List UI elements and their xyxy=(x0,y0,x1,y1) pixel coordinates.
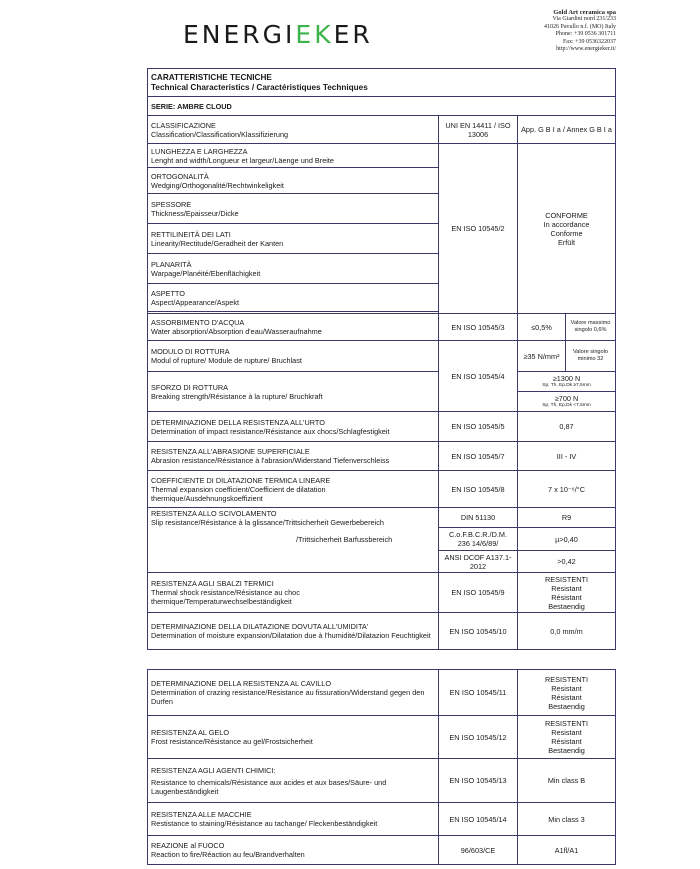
logo-part-2: EK xyxy=(295,20,334,49)
reference-cell: Valore singolo minimo 32 xyxy=(566,341,616,372)
table-row: DETERMINAZIONE DELLA RESISTENZA ALL'URTO Determination of impact resistance/Résistance aux chocs/Schlagfestigkeit EN ISO 10545/5 0,87 xyxy=(148,412,616,442)
norm-cell: EN ISO 10545/13 xyxy=(439,759,518,803)
table-row: RESISTENZA ALLO SCIVOLAMENTO Slip resistance/Résistance à la glissance/Trittsicherheit Gewerbebereich /Trittsicherheit Barfussbereich DIN 51130 R9 xyxy=(148,508,616,528)
norm-cell: DIN 51130 xyxy=(439,508,518,528)
company-web-link[interactable]: http://www.energieker.it/ xyxy=(556,46,616,53)
norm-cell: EN ISO 10545/4 xyxy=(439,341,518,412)
norm-cell: EN ISO 10545/12 xyxy=(439,716,518,759)
table-row: RESISTENZA AGLI AGENTI CHIMICI: Resistance to chemicals/Résistance aux acides et aux bases/Säure- und Laugenbeständigkeit EN ISO 10545/13 Min class B xyxy=(148,759,616,803)
table-row: COEFFICIENTE DI DILATAZIONE TERMICA LINEARE Thermal expansion coefficient/Coefficient de dilatation thermique/Ausdehnungskoeffizient EN ISO 10545/8 7 x 10⁻⁶/°C xyxy=(148,471,616,508)
norm-cell: EN ISO 10545/7 xyxy=(439,442,518,471)
value-cell: RESISTENTI Resistant Résistant Bestaendig xyxy=(518,716,616,759)
company-name: Gold Art ceramica spa xyxy=(553,9,616,16)
table-row: RESISTENZA ALL'ABRASIONE SUPERFICIALE Abrasion resistance/Résistance à l'abrasion/Widerstand Tiefenverschleiss EN ISO 10545/7 III - IV xyxy=(148,442,616,471)
table-row: ORTOGONALITÀ Wedging/Orthogonalité/Rechtwinkeligkeit xyxy=(148,168,616,194)
value-cell: ≤0,5% xyxy=(518,314,566,341)
norm-cell: EN ISO 10545/9 xyxy=(439,573,518,613)
value-cell: ≥1300 N Sp, Th, Ep,Dk ≥7,5mm xyxy=(518,372,616,392)
table-row: SPESSORE Thickness/Epaisseur/Dicke xyxy=(148,194,616,224)
table-row: RESISTENZA ALLE MACCHIE Restistance to staining/Résistance au tachange/ Fleckenbeständigkeit EN ISO 10545/14 Min class 3 xyxy=(148,803,616,836)
value-cell: µ>0,40 xyxy=(518,528,616,551)
value-cell: ≥35 N/mm² xyxy=(518,341,566,372)
value-cell: Min class B xyxy=(518,759,616,803)
technical-characteristics-table xyxy=(147,68,616,650)
table-row: DETERMINAZIONE DELLA RESISTENZA AL CAVILLO Determination of crazing resistance/Resistance au fissuration/Widerstand gegen den Durfen EN ISO 10545/11 RESISTENTI Resistant Résistant Bestaendig xyxy=(148,670,616,716)
value-cell: III - IV xyxy=(518,442,616,471)
serie-label: SERIE: AMBRE CLOUD xyxy=(148,97,616,116)
table-row: REAZIONE al FUOCO Reaction to fire/Réaction au feu/Brandverhalten 96/603/CE A1fl/A1 xyxy=(148,836,616,865)
additional-characteristics-table xyxy=(147,669,616,865)
norm-cell: C.o.F.B.C.R./D.M. 236 14/6/89/ xyxy=(439,528,518,551)
value-cell: ≥700 N Sp, Th, Ep,Dk <7,5mm xyxy=(518,392,616,412)
table-row: CLASSIFICAZIONE Classification/Classification/Klassifizierung UNI EN 14411 / ISO 13006 App. G B I a / Annex G B I a xyxy=(148,116,616,144)
table-title xyxy=(148,69,616,97)
table-row: RESISTENZA AGLI SBALZI TERMICI Thermal shock resistance/Résistance au choc thermique/Temperaturwechselbeständigkeit EN ISO 10545/9 RESISTENTI Resistant Résistant Bestaendig xyxy=(148,573,616,613)
table-row: SFORZO DI ROTTURA Breaking strength/Résistance à la rupture/ Bruchkraft ≥1300 N Sp, Th, Ep,Dk ≥7,5mm xyxy=(148,372,616,392)
reference-cell: Valore massimo singolo 0,6% xyxy=(566,314,616,341)
table-row: DETERMINAZIONE DELLA DILATAZIONE DOVUTA ALL'UMIDITA' Determination of moisture expansion/Dilatation due à l'humidité/Dilatazion Feuchtigkeit EN ISO 10545/10 0,0 mm/m xyxy=(148,613,616,650)
table-row: RETTILINEITÀ DEI LATI Linearity/Rectitude/Geradheit der Kanten xyxy=(148,224,616,254)
norm-cell: UNI EN 14411 / ISO 13006 xyxy=(439,116,518,144)
value-cell: 0,0 mm/m xyxy=(518,613,616,650)
norm-cell: EN ISO 10545/11 xyxy=(439,670,518,716)
norm-cell: EN ISO 10545/8 xyxy=(439,471,518,508)
energieker-logo xyxy=(183,20,373,49)
value-cell: RESISTENTI Resistant Résistant Bestaendig xyxy=(518,573,616,613)
norm-cell: EN ISO 10545/2 xyxy=(439,144,518,314)
norm-cell: EN ISO 10545/10 xyxy=(439,613,518,650)
value-cell: CONFORME In accordance Conforme Erfült xyxy=(518,144,616,314)
norm-cell: EN ISO 10545/14 xyxy=(439,803,518,836)
table-row: ASSORBIMENTO D'ACQUA Water absorption/Absorption d'eau/Wasseraufnahme EN ISO 10545/3 ≤0,5% Valore massimo singolo 0,6% xyxy=(148,314,616,341)
value-cell: App. G B I a / Annex G B I a xyxy=(518,116,616,144)
table-row: LUNGHEZZA E LARGHEZZA Lenght and width/Longueur et largeur/Läenge und Breite EN ISO 10545/2 CONFORME In accordance Conforme Erfült xyxy=(148,144,616,168)
norm-cell: ANSI DCOF A137.1-2012 xyxy=(439,551,518,573)
logo-part-1: ENERGI xyxy=(183,20,296,49)
company-fax: Fax: +39 0536322037 xyxy=(562,38,616,45)
company-address-1: Via Giardini nord 231/233 xyxy=(552,16,616,23)
company-info xyxy=(544,9,616,53)
table-row: PLANARITÀ Warpage/Planéité/Ebenflächigkeit xyxy=(148,254,616,284)
value-cell: A1fl/A1 xyxy=(518,836,616,865)
norm-cell: EN ISO 10545/3 xyxy=(439,314,518,341)
value-cell: >0,42 xyxy=(518,551,616,573)
company-address-2: 41026 Pavullo n.f. (MO) Italy xyxy=(544,23,616,30)
title-line-1: CARATTERISTICHE TECNICHE xyxy=(151,72,272,82)
logo-part-3: ER xyxy=(333,20,373,49)
norm-cell: 96/603/CE xyxy=(439,836,518,865)
table-row: RESISTENZA AL GELO Frost resistance/Résistance au gel/Frostsicherheit EN ISO 10545/12 RESISTENTI Resistant Résistant Bestaendig xyxy=(148,716,616,759)
value-cell: RESISTENTI Resistant Résistant Bestaendig xyxy=(518,670,616,716)
title-line-2: Technical Characteristics / Caractéristiques Techniques xyxy=(151,82,368,92)
table-row: ASPETTO Aspect/Appearance/Aspekt xyxy=(148,284,616,312)
value-cell: Min class 3 xyxy=(518,803,616,836)
value-cell: 7 x 10⁻⁶/°C xyxy=(518,471,616,508)
table-row: MODULO DI ROTTURA Modul of rupture/ Module de rupture/ Bruchlast EN ISO 10545/4 ≥35 N/mm² Valore singolo minimo 32 xyxy=(148,341,616,372)
value-cell: 0,87 xyxy=(518,412,616,442)
value-cell: R9 xyxy=(518,508,616,528)
company-phone: Phone: +39 0536 301711 xyxy=(555,31,616,38)
norm-cell: EN ISO 10545/5 xyxy=(439,412,518,442)
